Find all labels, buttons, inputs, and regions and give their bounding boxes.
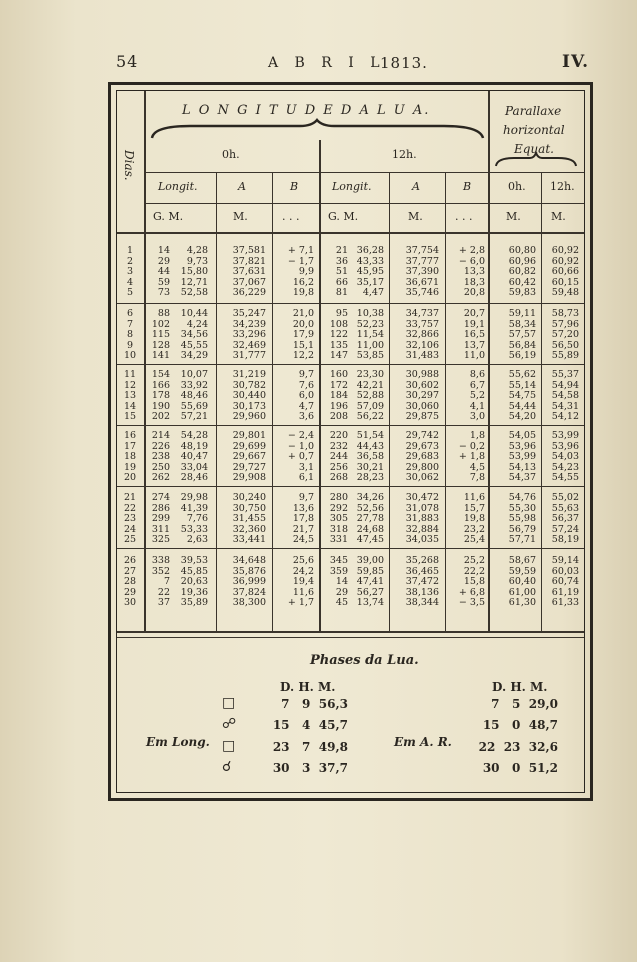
unit-gm-12h: G. M. xyxy=(328,210,359,223)
parallaxe-heading: Parallaxe xyxy=(505,104,562,118)
column-g0-block-5: 274 286 299 311 325 xyxy=(151,492,170,545)
phase-time-ar: 15 0 48,7 xyxy=(482,718,558,732)
column-p12-block-2: 58,73 57,96 57,20 56,50 55,89 xyxy=(551,308,579,361)
column-m12-block-2: 10,38 52,23 11,54 11,00 53,85 xyxy=(356,308,384,361)
col-longit-12h: Longit. xyxy=(332,180,372,193)
section-number: IV. xyxy=(562,52,590,72)
phase-time-ar: 30 0 51,2 xyxy=(482,761,558,775)
column-b12-block-2: 20,7 19,1 16,5 13,7 11,0 xyxy=(463,308,485,361)
column-a0-block-1: 37,581 37,821 37,631 37,067 36,229 xyxy=(232,245,266,298)
divider xyxy=(117,232,584,234)
column-b12-block-5: 11,6 15,7 19,8 23,2 25,4 xyxy=(463,492,485,545)
column-a12-block-2: 34,737 33,757 32,866 32,106 31,483 xyxy=(405,308,439,361)
column-m0-block-6: 39,53 45,85 20,63 19,36 35,89 xyxy=(180,555,208,608)
col-a-12h: A xyxy=(412,180,420,193)
year-heading: 1813. xyxy=(380,54,428,72)
column-a0-block-2: 35,247 34,239 33,296 32,469 31,777 xyxy=(232,308,266,361)
column-days-block-4: 16 17 18 19 20 xyxy=(123,430,137,483)
em-ar-label: Em A. R. xyxy=(394,735,452,749)
h0-heading: 0h. xyxy=(222,148,240,161)
divider xyxy=(117,631,584,633)
column-p12-block-4: 53,99 53,96 54,03 54,23 54,55 xyxy=(551,430,579,483)
col-b-0h: B xyxy=(290,180,299,193)
column-a12-block-5: 30,472 31,078 31,883 32,884 34,035 xyxy=(405,492,439,545)
column-b0-block-6: 25,6 24,2 19,4 11,6 + 1,7 xyxy=(287,555,314,608)
unit-m-par12: M. xyxy=(551,210,566,223)
h12-heading: 12h. xyxy=(392,148,417,161)
column-g12-block-4: 220 232 244 256 268 xyxy=(329,430,348,483)
longitude-heading: L O N G I T U D E D A L U A. xyxy=(182,103,431,118)
column-g0-block-4: 214 226 238 250 262 xyxy=(151,430,170,483)
column-m0-block-5: 29,98 41,39 7,76 53,33 2,63 xyxy=(180,492,208,545)
dias-label: Dias. xyxy=(122,150,136,181)
column-m12-block-3: 23,30 42,21 52,88 57,09 56,22 xyxy=(356,369,384,422)
column-b0-block-5: 9,7 13,6 17,8 21,7 24,5 xyxy=(292,492,314,545)
col-a-0h: A xyxy=(238,180,246,193)
month-heading: A B R I L xyxy=(268,55,386,71)
column-p12-block-6: 59,14 60,03 60,74 61,19 61,33 xyxy=(551,555,579,608)
column-days-block-2: 6 7 8 9 10 xyxy=(123,308,137,361)
column-a0-block-6: 34,648 35,876 36,999 37,824 38,300 xyxy=(232,555,266,608)
column-m0-block-4: 54,28 48,19 40,47 33,04 28,46 xyxy=(180,430,208,483)
col-longit-0h: Longit. xyxy=(158,180,198,193)
column-b0-block-3: 9,7 7,6 6,0 4,7 3,6 xyxy=(298,369,314,422)
divider xyxy=(389,173,390,631)
column-a12-block-1: 37,754 37,777 37,390 36,671 35,746 xyxy=(405,245,439,298)
column-p12-block-1: 60,92 60,92 60,66 60,15 59,48 xyxy=(551,245,579,298)
divider xyxy=(117,303,584,304)
column-g0-block-3: 154 166 178 190 202 xyxy=(151,369,170,422)
unit-dots-12h: . . . xyxy=(455,210,473,223)
divider xyxy=(216,173,217,631)
phases-header-left: D. H. M. xyxy=(280,680,336,694)
col-par-0h: 0h. xyxy=(508,180,526,193)
column-b0-block-1: + 7,1 − 1,7 9,9 16,2 19,8 xyxy=(287,245,314,298)
phase-time-long: 15 4 45,7 xyxy=(272,718,348,732)
column-a0-block-5: 30,240 30,750 31,455 32,360 33,441 xyxy=(232,492,266,545)
phase-symbol: □ xyxy=(222,695,236,711)
phase-time-long: 7 9 56,3 xyxy=(281,697,348,711)
divider xyxy=(445,173,446,631)
column-m0-block-3: 10,07 33,92 48,46 55,69 57,21 xyxy=(180,369,208,422)
divider xyxy=(272,173,273,631)
column-b12-block-3: 8,6 6,7 5,2 4,1 3,0 xyxy=(469,369,485,422)
column-p0-block-3: 55,62 55,14 54,75 54,44 54,20 xyxy=(508,369,536,422)
phase-time-ar: 22 23 32,6 xyxy=(478,740,558,754)
column-p12-block-5: 55,02 55,63 56,37 57,24 58,19 xyxy=(551,492,579,545)
phases-header-right: D. H. M. xyxy=(492,680,548,694)
column-g12-block-2: 95 108 122 135 147 xyxy=(329,308,348,361)
column-a12-block-6: 35,268 36,465 37,472 38,136 38,344 xyxy=(405,555,439,608)
column-a0-block-4: 29,801 29,699 29,667 29,727 29,908 xyxy=(232,430,266,483)
parallaxe-heading: horizontal xyxy=(503,123,565,137)
column-m0-block-1: 4,28 9,73 15,80 12,71 52,58 xyxy=(180,245,208,298)
column-days-block-6: 26 27 28 29 30 xyxy=(123,555,137,608)
divider xyxy=(541,173,542,631)
phase-symbol: ☍ xyxy=(222,716,237,732)
divider xyxy=(117,425,584,426)
column-p0-block-4: 54,05 53,96 53,99 54,13 54,37 xyxy=(508,430,536,483)
column-p12-block-3: 55,37 54,94 54,58 54,31 54,12 xyxy=(551,369,579,422)
divider xyxy=(117,637,584,638)
col-b-12h: B xyxy=(463,180,472,193)
divider xyxy=(117,548,584,549)
column-g0-block-1: 14 29 44 59 73 xyxy=(157,245,170,298)
column-g0-block-6: 338 352 7 22 37 xyxy=(151,555,170,608)
column-g0-block-2: 88 102 115 128 141 xyxy=(151,308,170,361)
divider xyxy=(117,364,584,365)
phase-time-long: 30 3 37,7 xyxy=(272,761,348,775)
divider xyxy=(144,203,584,204)
column-days-block-3: 11 12 13 14 15 xyxy=(123,369,137,422)
column-m0-block-2: 10,44 4,24 34,56 45,55 34,29 xyxy=(180,308,208,361)
column-m12-block-4: 51,54 44,43 36,58 30,21 28,23 xyxy=(356,430,384,483)
column-a0-block-3: 31,219 30,782 30,440 30,173 29,960 xyxy=(232,369,266,422)
phase-time-ar: 7 5 29,0 xyxy=(491,697,558,711)
divider xyxy=(117,486,584,487)
unit-m-12h: M. xyxy=(408,210,423,223)
column-m12-block-6: 39,00 59,85 47,41 56,27 13,74 xyxy=(356,555,384,608)
phases-title: Phases da Lua. xyxy=(310,653,419,668)
column-a12-block-3: 30,988 30,602 30,297 30,060 29,875 xyxy=(405,369,439,422)
unit-dots-0h: . . . xyxy=(282,210,300,223)
column-days-block-5: 21 22 23 24 25 xyxy=(123,492,137,545)
column-p0-block-1: 60,80 60,96 60,82 60,42 59,83 xyxy=(508,245,536,298)
column-g12-block-5: 280 292 305 318 331 xyxy=(329,492,348,545)
column-p0-block-5: 54,76 55,30 55,98 56,79 57,71 xyxy=(508,492,536,545)
column-g12-block-6: 345 359 14 29 45 xyxy=(329,555,348,608)
column-p0-block-6: 58,67 59,59 60,40 61,00 61,30 xyxy=(508,555,536,608)
column-m12-block-5: 34,26 52,56 27,78 24,68 47,45 xyxy=(356,492,384,545)
parallaxe-heading: Equat. xyxy=(514,142,554,156)
column-m12-block-1: 36,28 43,33 45,95 35,17 4,47 xyxy=(356,245,384,298)
column-g12-block-1: 21 36 51 66 81 xyxy=(335,245,348,298)
unit-m-0h: M. xyxy=(233,210,248,223)
column-b12-block-4: 1,8 − 0,2 + 1,8 4,5 7,8 xyxy=(458,430,485,483)
column-days-block-1: 1 2 3 4 5 xyxy=(126,245,134,298)
column-b12-block-1: + 2,8 − 6,0 13,3 18,3 20,8 xyxy=(458,245,485,298)
column-g12-block-3: 160 172 184 196 208 xyxy=(329,369,348,422)
column-b12-block-6: 25,2 22,2 15,8 + 6,8 − 3,5 xyxy=(458,555,485,608)
phase-symbol: ☌ xyxy=(222,759,232,775)
divider xyxy=(144,172,584,173)
unit-gm-0h: G. M. xyxy=(153,210,184,223)
column-b0-block-4: − 2,4 − 1,0 + 0,7 3,1 6,1 xyxy=(287,430,314,483)
page-number: 54 xyxy=(116,52,139,71)
column-b0-block-2: 21,0 20,0 17,9 15,1 12,2 xyxy=(292,308,314,361)
brace-ornament xyxy=(150,118,485,144)
em-long-label: Em Long. xyxy=(146,735,210,749)
column-a12-block-4: 29,742 29,673 29,683 29,800 30,062 xyxy=(405,430,439,483)
phase-symbol: □ xyxy=(222,738,236,754)
unit-m-par0: M. xyxy=(506,210,521,223)
phase-time-long: 23 7 49,8 xyxy=(272,740,348,754)
col-par-12h: 12h. xyxy=(550,180,575,193)
column-p0-block-2: 59,11 58,34 57,57 56,84 56,19 xyxy=(508,308,536,361)
